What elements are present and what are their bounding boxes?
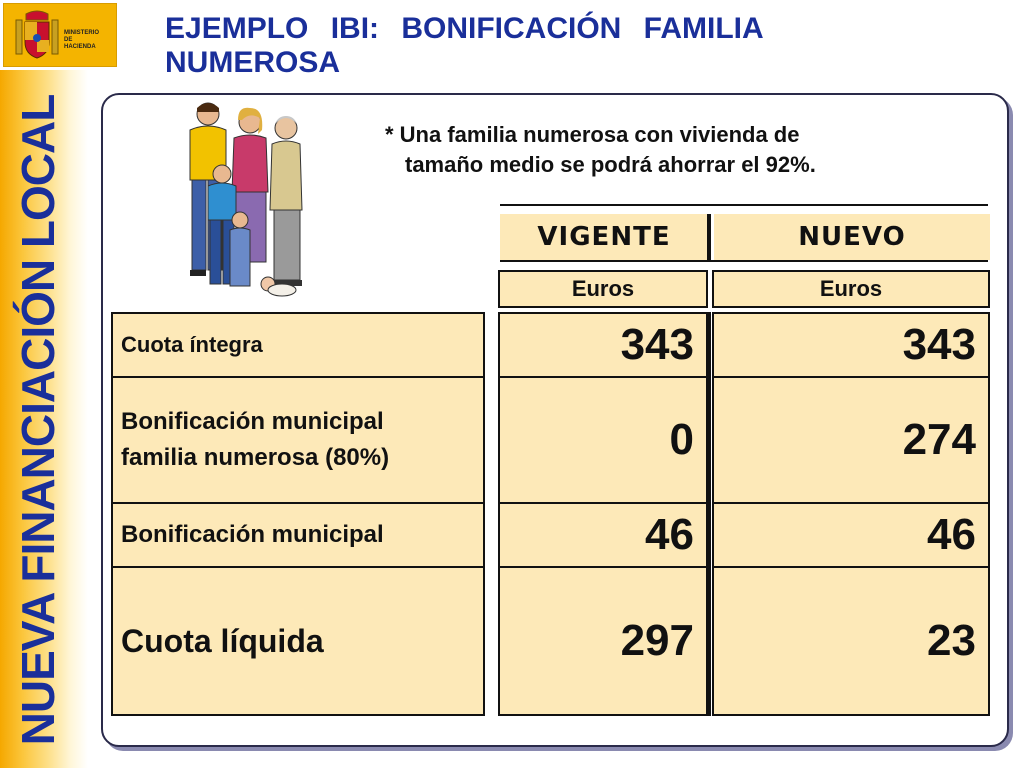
- subheader-euros-nuevo: Euros: [712, 270, 990, 308]
- column-header-vigente: VIGENTE: [500, 214, 708, 260]
- coat-of-arms-icon: [14, 10, 60, 60]
- value-cell: 343: [714, 314, 988, 378]
- savings-note: * Una familia numerosa con vivienda de tamaño medio se podrá ahorrar el 92%.: [385, 122, 816, 177]
- vertical-title: NUEVA FINANCIACIÓN LOCAL: [12, 94, 64, 746]
- value-cell: 46: [500, 504, 706, 568]
- row-labels-column: [111, 312, 485, 716]
- page-title: EJEMPLO IBI: BONIFICACIÓN FAMILIA NUMEROSA: [165, 12, 763, 79]
- value-cell: 343: [500, 314, 706, 378]
- header-bottom-rule: [500, 260, 988, 262]
- column-header-nuevo: NUEVO: [714, 214, 990, 260]
- row-label: Cuota íntegra: [113, 314, 483, 378]
- ministry-logo: [3, 3, 117, 67]
- row-label: Bonificación municipal familia numerosa (80%): [113, 378, 483, 504]
- value-cell: 0: [500, 378, 706, 504]
- subheader-euros-vigente: Euros: [498, 270, 708, 308]
- header-top-rule: [500, 204, 988, 206]
- value-cell: 297: [620, 616, 694, 665]
- row-label: Cuota líquida: [121, 622, 324, 659]
- header-divider: [707, 214, 711, 260]
- ministry-name: MINISTERIO DE HACIENDA: [64, 30, 100, 50]
- nuevo-values-column: [712, 312, 990, 716]
- family-illustration: [176, 100, 316, 300]
- value-cell: 274: [714, 378, 988, 504]
- vigente-values-column: [498, 312, 708, 716]
- column-divider: [707, 312, 711, 716]
- row-label: Bonificación municipal: [113, 504, 483, 568]
- value-cell: 23: [927, 616, 976, 665]
- value-cell: 46: [714, 504, 988, 568]
